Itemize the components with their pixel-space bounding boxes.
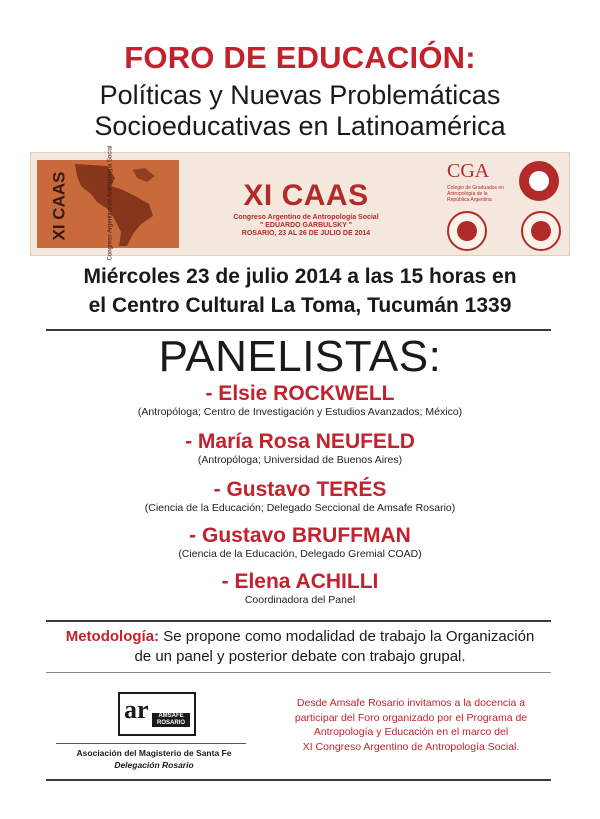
panelist-affiliation: (Ciencia de la Educación, Delegado Gremial COAD) xyxy=(178,548,422,560)
panelist-item xyxy=(0,478,600,515)
panelist-role: Coordinadora del Panel xyxy=(244,594,356,606)
logo-letters: ar xyxy=(124,695,149,724)
divider xyxy=(46,329,551,331)
forum-subtitle-line2: Socioeducativas en Latinoamérica xyxy=(94,111,506,141)
panelist-item xyxy=(0,524,600,561)
congress-dates: ROSARIO, 23 AL 26 DE JULIO DE 2014 xyxy=(241,230,371,237)
invitation-line: Desde Amsafe Rosario invitamos a la docencia a xyxy=(296,697,526,709)
methodology-text-line2: de un panel y posterior debate con trabajo grupal. xyxy=(134,648,466,665)
map-caas-label: XI CAAS xyxy=(49,171,69,241)
panelist-affiliation: (Ciencia de la Educación; Delegado Seccional de Amsafe Rosario) xyxy=(144,502,456,514)
panelist-item xyxy=(0,382,600,419)
panelist-name: - Elsie ROCKWELL xyxy=(205,382,395,405)
panelist-name: - Gustavo BRUFFMAN xyxy=(189,524,411,547)
university-seal-icon xyxy=(521,211,561,251)
panelist-affiliation: (Antropóloga; Universidad de Buenos Aires) xyxy=(197,454,403,466)
forum-subtitle-line1: Políticas y Nuevas Problemáticas xyxy=(99,80,501,110)
panelist-affiliation: (Antropóloga; Centro de Investigación y Estudios Avanzados; México) xyxy=(137,406,463,418)
panelist-name: - Gustavo TERÉS xyxy=(213,478,387,501)
invitation-line: XI Congreso Argentino de Antropología Social. xyxy=(302,740,520,753)
invitation-line: Antropología y Educación en el marco del xyxy=(313,726,509,738)
methodology-text-line1: Se propone como modalidad de trabajo la Organización xyxy=(159,628,535,645)
divider xyxy=(46,620,551,622)
association-delegation: Delegación Rosario xyxy=(114,760,194,770)
cga-description: Colegio de Graduados en Antropología de la República Argentina xyxy=(447,185,504,203)
cga-logo-text: CGA xyxy=(447,160,490,182)
panelists-heading: PANELISTAS: xyxy=(158,332,442,381)
institution-seal-icon xyxy=(519,161,559,201)
methodology-label: Metodología: xyxy=(65,628,160,645)
congress-banner xyxy=(30,145,570,261)
latin-america-map-image xyxy=(37,145,179,261)
forum-title: FORO DE EDUCACIÓN: xyxy=(124,40,476,75)
panelist-item xyxy=(0,430,600,467)
congress-title: XI CAAS xyxy=(243,179,369,212)
panelist-name: - Elena ACHILLI xyxy=(221,570,379,593)
logo-tag: AMSAFE ROSARIO xyxy=(152,713,190,727)
panelist-item xyxy=(0,570,600,607)
panelist-name: - María Rosa NEUFELD xyxy=(185,430,415,453)
map-caas-sublabel: Congreso Argentino de Antropología Social xyxy=(107,145,114,261)
invitation-text xyxy=(276,696,546,754)
congress-honoree: " EDUARDO GARBULSKY " xyxy=(259,222,353,229)
association-name: Asociación del Magisterio de Santa Fe xyxy=(76,748,232,758)
amsafe-logo-icon xyxy=(118,692,196,736)
handprint-seal-icon xyxy=(447,211,487,251)
event-date-line2: el Centro Cultural La Toma, Tucumán 1339 xyxy=(88,294,512,317)
divider xyxy=(56,743,246,744)
event-date-line1: Miércoles 23 de julio 2014 a las 15 horas en xyxy=(83,265,517,288)
divider xyxy=(46,779,551,781)
divider xyxy=(46,672,551,673)
invitation-line: participar del Foro organizado por el Programa de xyxy=(294,711,528,724)
congress-name: Congreso Argentino de Antropología Social xyxy=(233,214,379,221)
methodology-section xyxy=(30,627,570,667)
